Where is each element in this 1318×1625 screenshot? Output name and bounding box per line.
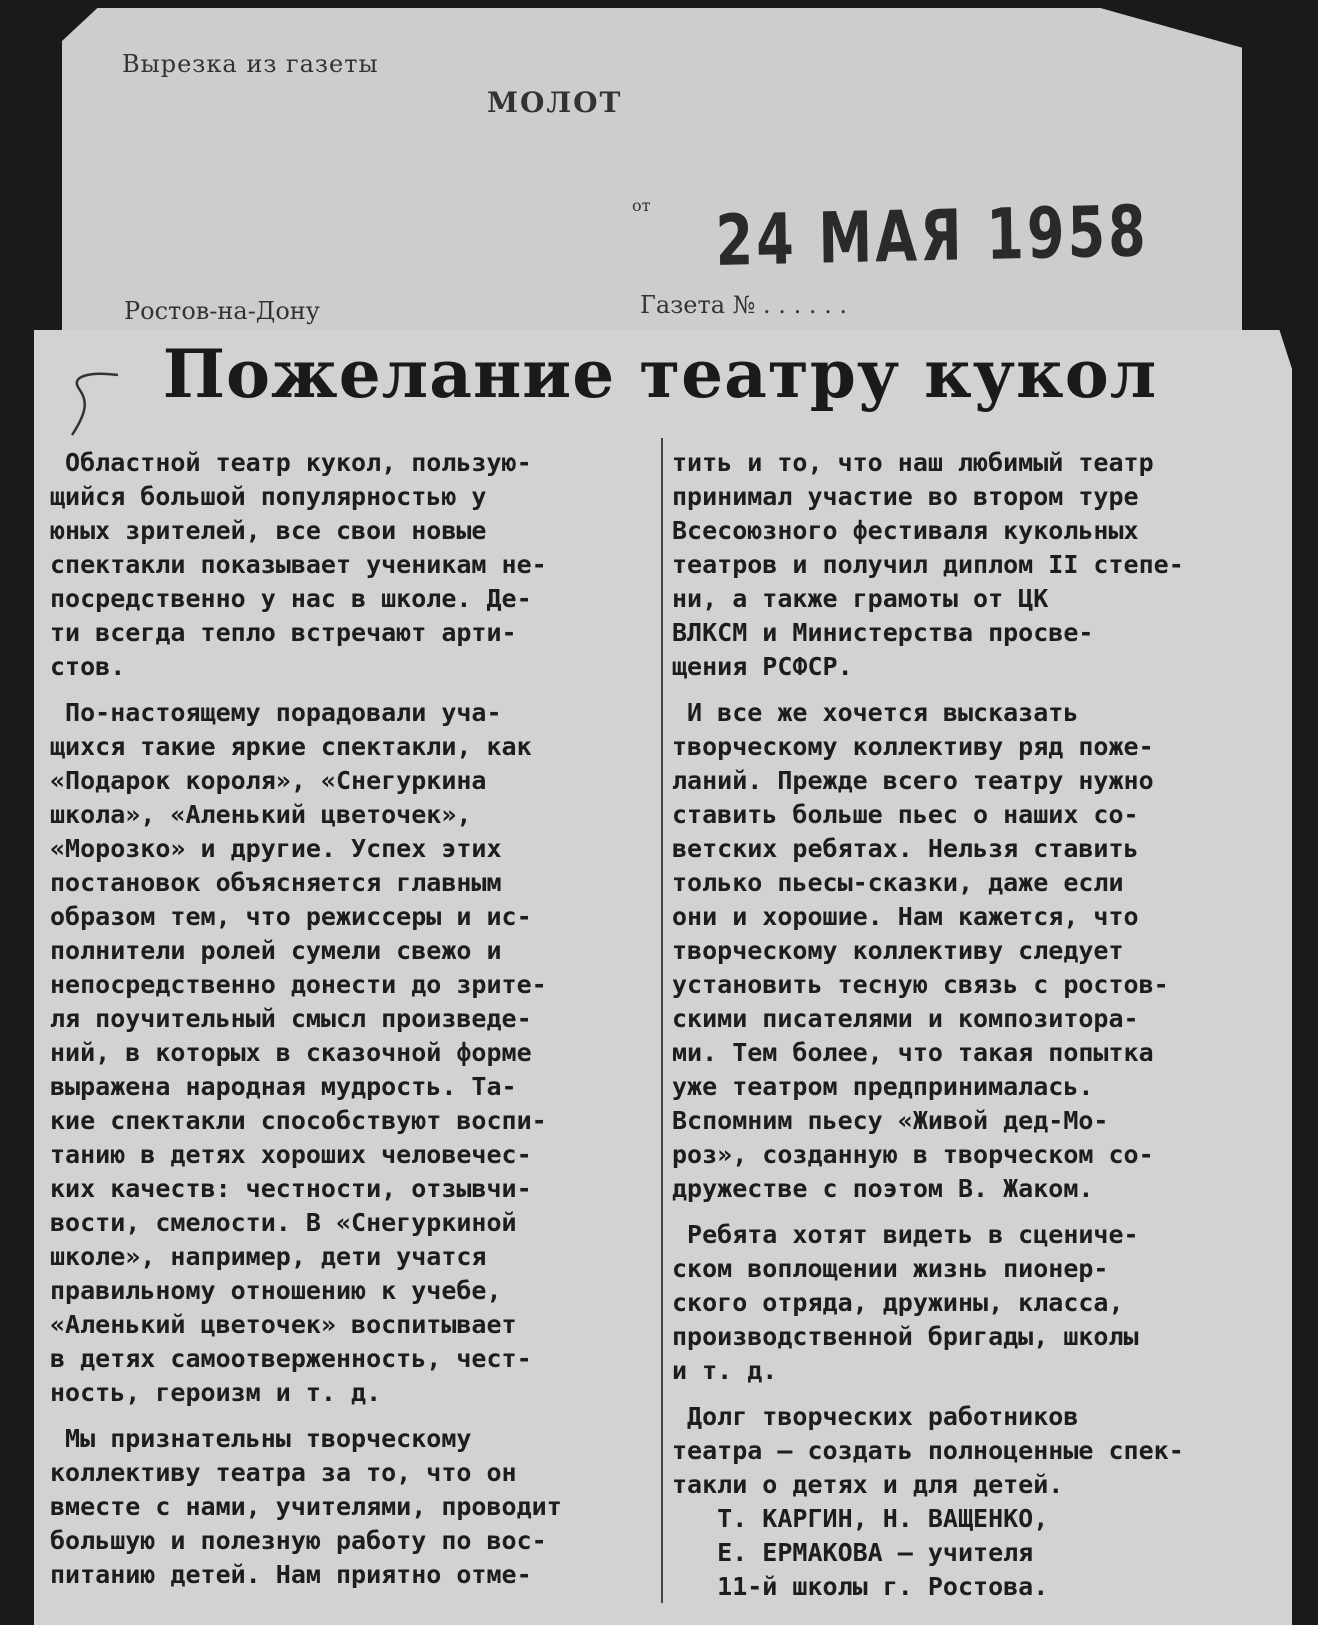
article-line: щийся большой популярностью у <box>50 482 487 511</box>
article-line: в детях самоотверженность, чест- <box>50 1344 532 1373</box>
article-line: постановок объясняется главным <box>50 868 502 897</box>
article-line: ля поучительный смысл произведе- <box>50 1004 532 1033</box>
article-line: театров и получил диплом II степе- <box>672 550 1184 579</box>
newspaper-name: МОЛОТ <box>487 86 623 119</box>
article-line: спектакли показывает ученикам не- <box>50 550 547 579</box>
article-line: тить и то, что наш любимый театр <box>672 448 1154 477</box>
article-line: «Аленький цветочек» воспитывает <box>50 1310 517 1339</box>
article-line: ставить больше пьес о наших со- <box>672 800 1139 829</box>
article-line: роз», созданную в творческом со- <box>672 1140 1154 1169</box>
article-line: полнители ролей сумели свежо и <box>50 936 502 965</box>
article-left-column <box>50 446 562 1592</box>
article-line: такли о детях и для детей. <box>672 1470 1064 1499</box>
article-line: школа», «Аленький цветочек», <box>50 800 472 829</box>
article-line: Вспомним пьесу «Живой дед-Мо- <box>672 1106 1109 1135</box>
article-line: и т. д. <box>672 1356 778 1385</box>
article-line: установить тесную связь с ростов- <box>672 970 1169 999</box>
article-line: щения РСФСР. <box>672 652 853 681</box>
article-line: Мы признательны творческому <box>50 1424 472 1453</box>
article-line: Е. ЕРМАКОВА — учителя <box>672 1538 1034 1567</box>
article-line: только пьесы-сказки, даже если <box>672 868 1124 897</box>
article-line: ВЛКСМ и Министерства просве- <box>672 618 1094 647</box>
article-line: творческому коллективу следует <box>672 936 1124 965</box>
from-label: от <box>632 196 651 215</box>
article-line: коллективу театра за то, что он <box>50 1458 517 1487</box>
column-divider <box>661 438 663 1603</box>
article-line: 11-й школы г. Ростова. <box>672 1572 1049 1601</box>
article-line: уже театром предпринималась. <box>672 1072 1094 1101</box>
article-line: ми. Тем более, что такая попытка <box>672 1038 1154 1067</box>
article-line: стов. <box>50 652 126 681</box>
article-line: школе», например, дети учатся <box>50 1242 487 1271</box>
article-line: Долг творческих работников <box>672 1402 1079 1431</box>
article-line: ского отряда, дружины, класса, <box>672 1288 1124 1317</box>
article-line: ти всегда тепло встречают арти- <box>50 618 517 647</box>
article-line: Т. КАРГИН, Н. ВАЩЕНКО, <box>672 1504 1049 1533</box>
article-line: И все же хочется высказать <box>672 698 1079 727</box>
article-line: выражена народная мудрость. Та- <box>50 1072 517 1101</box>
paragraph-gap <box>672 1206 1184 1218</box>
article-line: ний, в которых в сказочной форме <box>50 1038 532 1067</box>
article-line: вместе с нами, учителями, проводит <box>50 1492 562 1521</box>
article-line: ланий. Прежде всего театру нужно <box>672 766 1154 795</box>
article-line: ни, а также грамоты от ЦК <box>672 584 1049 613</box>
article-line: питанию детей. Нам приятно отме- <box>50 1560 532 1589</box>
article-line: танию в детях хороших человечес- <box>50 1140 532 1169</box>
article-line: «Подарок короля», «Снегуркина <box>50 766 487 795</box>
article-line: скими писателями и композитора- <box>672 1004 1139 1033</box>
article-line: правильному отношению к учебе, <box>50 1276 502 1305</box>
issue-number-label: Газета № . . . . . . <box>640 291 847 319</box>
article-line: Областной театр кукол, пользую- <box>50 448 532 477</box>
article-line: театра — создать полноценные спек- <box>672 1436 1184 1465</box>
article-line: дружестве с поэтом В. Жаком. <box>672 1174 1094 1203</box>
city-label: Ростов-на-Дону <box>124 297 320 325</box>
article-line: принимал участие во втором туре <box>672 482 1139 511</box>
article-line: образом тем, что режиссеры и ис- <box>50 902 532 931</box>
article-line: ких качеств: честности, отзывчи- <box>50 1174 532 1203</box>
article-line: щихся такие яркие спектакли, как <box>50 732 532 761</box>
article-line: ском воплощении жизнь пионер- <box>672 1254 1109 1283</box>
article-line: большую и полезную работу по вос- <box>50 1526 547 1555</box>
article-line: Всесоюзного фестиваля кукольных <box>672 516 1139 545</box>
clipping-label: Вырезка из газеты <box>122 50 379 78</box>
article-line: творческому коллективу ряд поже- <box>672 732 1154 761</box>
paragraph-gap <box>672 1388 1184 1400</box>
paragraph-gap <box>672 684 1184 696</box>
article-line: По-настоящему порадовали уча- <box>50 698 502 727</box>
paragraph-gap <box>50 684 562 696</box>
article-line: «Морозко» и другие. Успех этих <box>50 834 502 863</box>
article-line: Ребята хотят видеть в сцениче- <box>672 1220 1139 1249</box>
article-line: ветских ребятах. Нельзя ставить <box>672 834 1139 863</box>
article-right-column <box>672 446 1184 1604</box>
article-line: юных зрителей, все свои новые <box>50 516 487 545</box>
article-line: производственной бригады, школы <box>672 1322 1139 1351</box>
article-line: посредственно у нас в школе. Де- <box>50 584 532 613</box>
article-title: Пожелание театру кукол <box>162 335 1158 413</box>
article-line: ность, героизм и т. д. <box>50 1378 382 1407</box>
article-line: кие спектакли способствуют воспи- <box>50 1106 547 1135</box>
date-stamp: 24 МАЯ 1958 <box>715 190 1150 282</box>
paragraph-gap <box>50 1410 562 1422</box>
article-line: они и хорошие. Нам кажется, что <box>672 902 1139 931</box>
article-line: вости, смелости. В «Снегуркиной <box>50 1208 517 1237</box>
article-line: непосредственно донести до зрите- <box>50 970 547 999</box>
